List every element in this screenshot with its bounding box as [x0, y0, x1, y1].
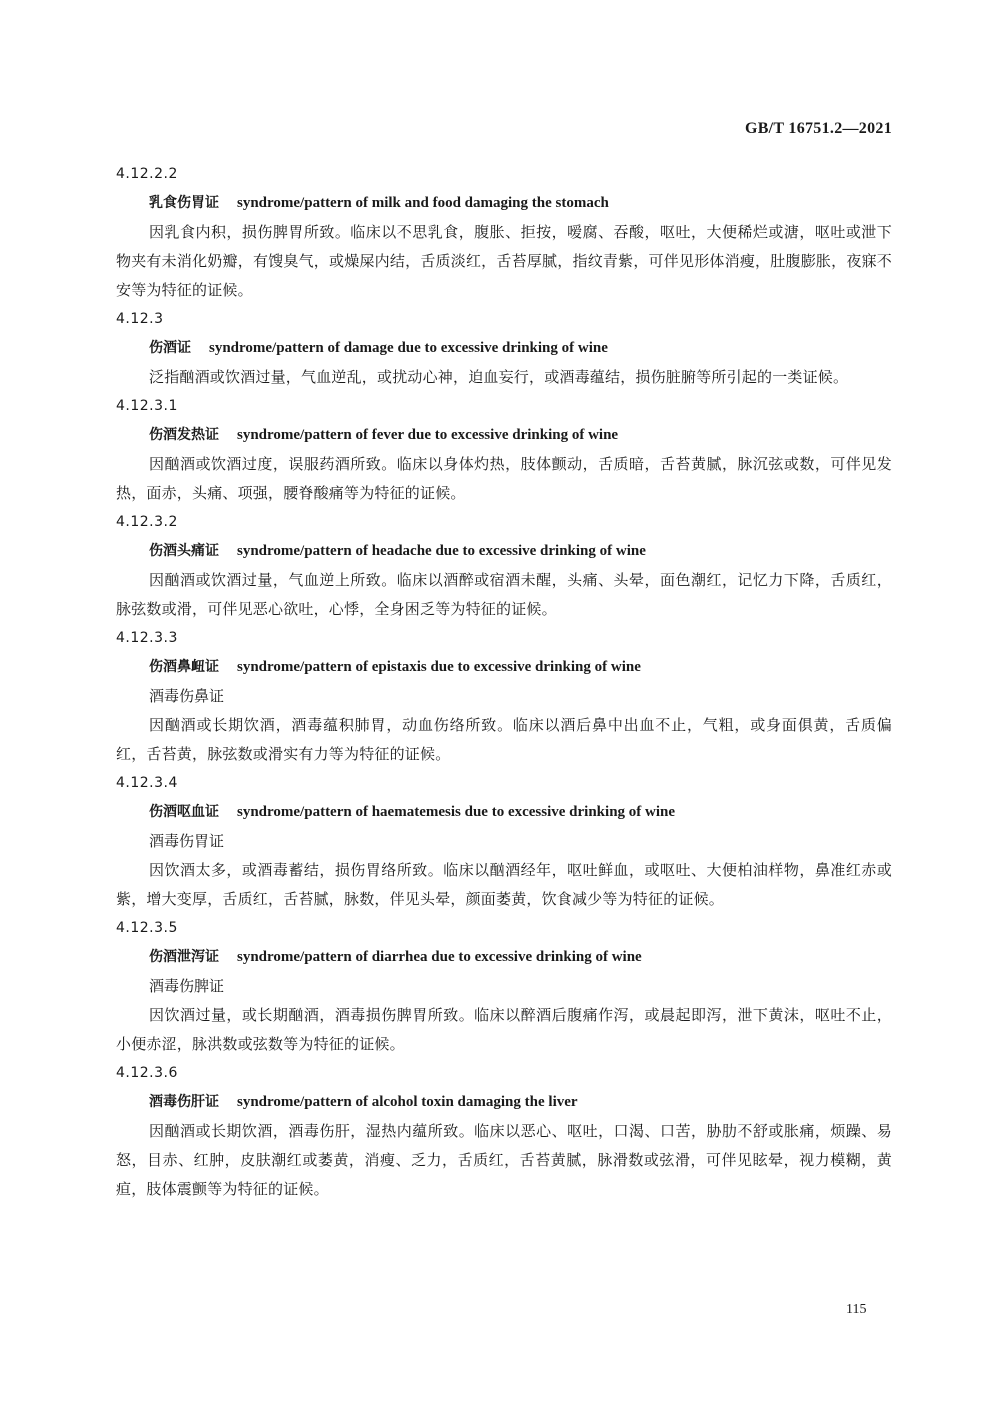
entry-definition: 因酗酒或饮酒过量，气血逆上所致。临床以酒醉或宿酒未醒，头痛、头晕，面色潮红，记忆力下降，舌质红，脉弦数或滑，可伴见恶心欲吐，心悸，全身困乏等为特征的证候。: [116, 571, 892, 618]
term-english: syndrome/pattern of epistaxis due to excessive drinking of wine: [237, 659, 641, 675]
term-synonym: 酒毒伤脾证: [149, 977, 225, 995]
entry-definition: 因酗酒或长期饮酒，酒毒蕴积肺胃，动血伤络所致。临床以酒后鼻中出血不止，气粗，或身面俱黄，舌质偏红，舌苔黄，脉弦数或滑实有力等为特征的证候。: [116, 716, 892, 763]
entry: [116, 392, 892, 508]
term-english: syndrome/pattern of headache due to excessive drinking of wine: [237, 543, 646, 559]
entry-number: 4.12.2.2: [116, 166, 178, 182]
entry-term: [116, 189, 892, 218]
entry-term: [116, 537, 892, 566]
entry-term: [116, 1088, 892, 1117]
term-chinese: 伤酒泄泻证: [149, 949, 219, 965]
term-english: syndrome/pattern of fever due to excessive drinking of wine: [237, 427, 619, 443]
entry: [116, 769, 892, 914]
entry: [116, 914, 892, 1059]
entry-number: 4.12.3.1: [116, 398, 178, 414]
entry-term: [116, 421, 892, 450]
entry-number: 4.12.3.4: [116, 775, 178, 791]
document-body: [116, 160, 892, 1204]
entry-number: 4.12.3: [116, 311, 164, 327]
entry-definition: 泛指酗酒或饮酒过量，气血逆乱，或扰动心神，迫血妄行，或酒毒蕴结，损伤脏腑等所引起的一类证候。: [149, 368, 849, 386]
entry-definition: 因乳食内积，损伤脾胃所致。临床以不思乳食，腹胀、拒按，嗳腐、吞酸，呕吐，大便稀烂或溏，呕吐或泄下物夹有未消化奶瓣，有馊臭气，或燥屎内结，舌质淡红，舌苔厚腻，指纹青紫，可伴见形体消瘦，肚腹膨胀，夜寐不安等为特征的证候。: [116, 223, 892, 299]
entry-definition: 因酗酒或饮酒过度，误服药酒所致。临床以身体灼热，肢体颤动，舌质暗，舌苔黄腻，脉沉弦或数，可伴见发热，面赤，头痛、项强，腰脊酸痛等为特征的证候。: [116, 455, 892, 502]
entry-definition: 因酗酒或长期饮酒，酒毒伤肝，湿热内蕴所致。临床以恶心、呕吐，口渴、口苦，胁肋不舒或胀痛，烦躁、易怒，目赤、红肿，皮肤潮红或萎黄，消瘦、乏力，舌质红，舌苔黄腻，脉滑数或弦滑，可伴见眩晕，视力模糊，黄疸，肢体震颤等为特征的证候。: [116, 1122, 892, 1198]
term-english: syndrome/pattern of milk and food damaging the stomach: [237, 195, 609, 211]
entry-term: [116, 334, 892, 363]
term-chinese: 伤酒头痛证: [149, 543, 219, 559]
entry: [116, 508, 892, 624]
entry-number: 4.12.3.5: [116, 920, 178, 936]
term-english: syndrome/pattern of damage due to excessive drinking of wine: [209, 340, 608, 356]
term-chinese: 酒毒伤肝证: [149, 1094, 219, 1110]
entry: [116, 305, 892, 392]
entry-number: 4.12.3.3: [116, 630, 178, 646]
term-chinese: 伤酒鼻衄证: [149, 659, 219, 675]
entry-number: 4.12.3.6: [116, 1065, 178, 1081]
term-english: syndrome/pattern of haematemesis due to excessive drinking of wine: [237, 804, 676, 820]
term-chinese: 伤酒呕血证: [149, 804, 219, 820]
entry: [116, 1059, 892, 1204]
term-synonym: 酒毒伤鼻证: [149, 687, 225, 705]
entry: [116, 624, 892, 769]
entry-definition: 因饮酒太多，或酒毒蓄结，损伤胃络所致。临床以酗酒经年，呕吐鲜血，或呕吐、大便柏油样物，鼻准红赤或紫，增大变厚，舌质红，舌苔腻，脉数，伴见头晕，颜面萎黄，饮食减少等为特征的证候。: [116, 861, 892, 908]
term-chinese: 伤酒发热证: [149, 427, 219, 443]
term-english: syndrome/pattern of alcohol toxin damaging the liver: [237, 1094, 578, 1110]
entry-term: [116, 653, 892, 682]
term-chinese: 伤酒证: [149, 340, 191, 356]
page-number: 115: [846, 1302, 867, 1317]
entry-definition: 因饮酒过量，或长期酗酒，酒毒损伤脾胃所致。临床以醉酒后腹痛作泻，或晨起即泻，泄下黄沫，呕吐不止，小便赤涩，脉洪数或弦数等为特征的证候。: [116, 1006, 892, 1053]
standard-code: GB/T 16751.2—2021: [744, 120, 892, 137]
entry: [116, 160, 892, 305]
entry-term: [116, 943, 892, 972]
entry-term: [116, 798, 892, 827]
entry-number: 4.12.3.2: [116, 514, 178, 530]
term-english: syndrome/pattern of diarrhea due to excessive drinking of wine: [237, 949, 642, 965]
term-chinese: 乳食伤胃证: [149, 195, 219, 211]
term-synonym: 酒毒伤胃证: [149, 832, 225, 850]
